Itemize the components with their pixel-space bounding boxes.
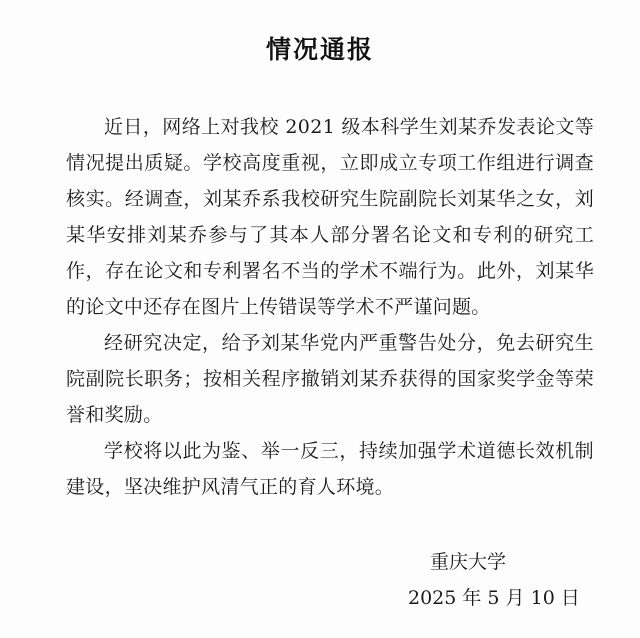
document-body [66, 109, 594, 505]
paragraph-decision: 经研究决定，给予刘某华党内严重警告处分，免去研究生院副院长职务；按相关程序撤销刘某乔获得的国家奖学金等荣誉和奖励。 [66, 332, 594, 426]
paragraph-investigation: 近日，网络上对我校 2021 级本科学生刘某乔发表论文等情况提出质疑。学校高度重视，立即成立专项工作组进行调查核实。经调查，刘某乔系我校研究生院副院长刘某华之女，刘某华安排刘某乔参与了其本人部分署名论文和专利的研究工作，存在论文和专利署名不当的学术不端行为。此外，刘某华的论文中还存在图片上传错误等学术不严谨问题。 [66, 116, 594, 318]
signature-organization: 重庆大学 [430, 551, 507, 573]
document-title: 情况通报 [265, 35, 374, 64]
paragraph-commitment: 学校将以此为鉴、举一反三，持续加强学术道德长效机制建设，坚决维护风清气正的育人环境。 [66, 440, 594, 498]
signature-block [408, 544, 580, 616]
signature-date: 2025 年 5 月 10 日 [408, 587, 580, 609]
